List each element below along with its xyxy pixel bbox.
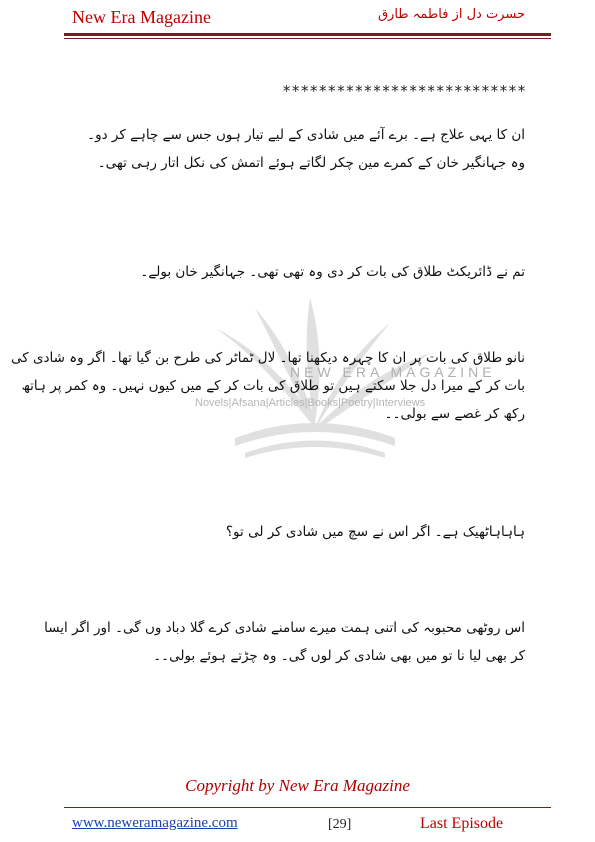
- paragraph-line: تم نے ڈائریکٹ طلاق کی بات کر دی وہ تھی تھی۔ جہانگیر خان بولے۔: [140, 264, 525, 280]
- watermark-brand: NEW ERA MAGAZINE: [290, 364, 496, 380]
- paragraph-line: ان کا یہی علاج ہے۔ برے آئے میں شادی کے لیے تیار ہوں جس سے چاہے کر دو۔: [87, 127, 525, 143]
- novel-title: حسرت دل از فاطمہ طارق: [377, 7, 525, 22]
- paragraph-1: [66, 121, 525, 177]
- episode-label: Last Episode: [420, 815, 504, 832]
- paragraph-line: ہاہاہاٹھیک ہے۔ اگر اس نے سچ میں شادی کر لی تو؟: [225, 524, 525, 540]
- header-rule-thick: [64, 33, 551, 36]
- page-number: [29]: [328, 817, 352, 832]
- paragraph-5: [44, 614, 525, 670]
- paragraph-line: کر بھی لیا نا تو میں بھی شادی کر لوں گی۔ وہ چڑتے ہوئے بولی۔۔: [153, 648, 525, 664]
- watermark-tagline: Novels|Afsana|Articles|Books|Poetry|Interviews: [195, 397, 426, 409]
- paragraph-4: [66, 518, 525, 546]
- paragraph-2: [66, 258, 525, 286]
- paragraph-line: اس روٹھی محبوبہ کی اتنی ہمت میرے سامنے شادی کرے گلا دباد وں گی۔ اور اگر ایسا: [44, 620, 525, 636]
- footer-rule: [64, 807, 551, 808]
- website-link[interactable]: www.neweramagazine.com: [72, 815, 238, 831]
- section-separator: ***************************: [282, 82, 526, 100]
- magazine-name: New Era Magazine: [72, 7, 211, 27]
- paragraph-line: رکھ کر غصے سے بولی۔۔: [384, 406, 525, 422]
- paragraph-line: وہ جہانگیر خان کے کمرے مین چکر لگاتے ہوئے اتمش کی نکل اتار رہی تھی۔: [97, 155, 525, 171]
- paragraph-line: بات کر کے میرا دل جلا سکتے ہیں تو طلاق کی بات کر کے میں کیوں نہیں۔ وہ کمر پر ہاتھ: [21, 378, 525, 394]
- paragraph-3: [11, 344, 525, 428]
- copyright-notice: Copyright by New Era Magazine: [185, 776, 410, 795]
- paragraph-line: نانو طلاق کی بات پر ان کا چہرہ دیکھنا تھا۔ لال ٹماٹر کی طرح بن گیا تھا۔ اگر وہ شادی کی: [11, 350, 525, 366]
- header-rule-thin: [64, 38, 551, 39]
